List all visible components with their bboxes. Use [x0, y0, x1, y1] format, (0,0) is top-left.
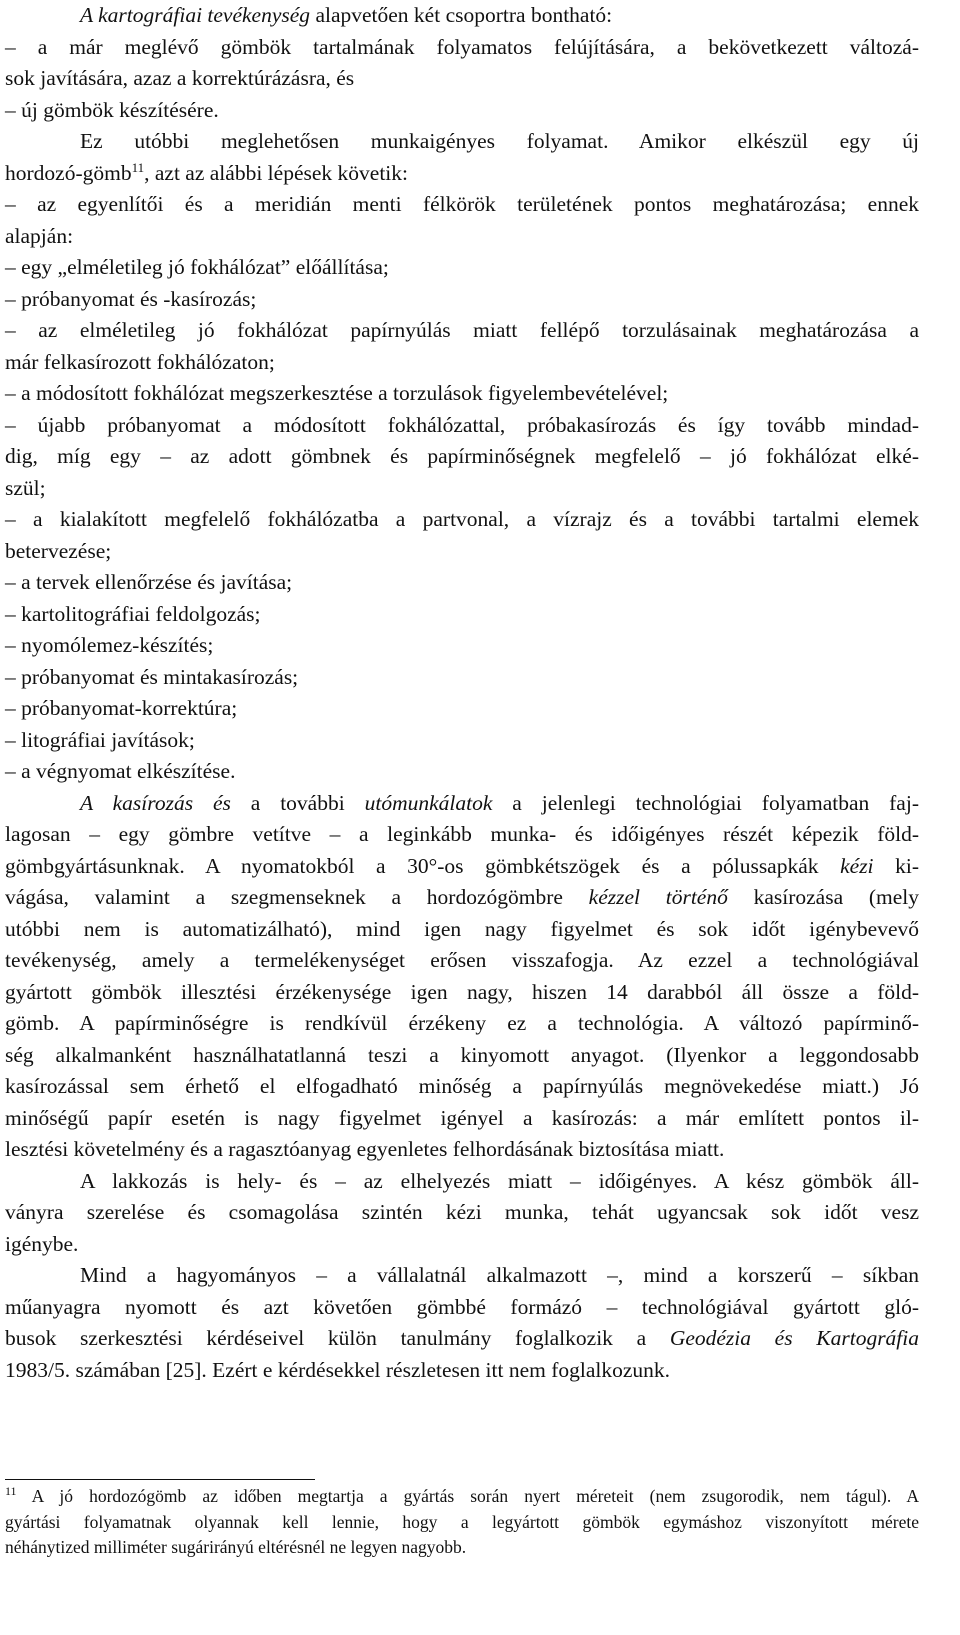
list-item: – kartolitográfiai feldolgozás; — [5, 601, 261, 626]
paragraph-line: Mind a hagyományos – a vállalatnál alkalmazott –, mind a korszerű – síkban — [80, 1263, 919, 1287]
list-item: – nyomólemez-készítés; — [5, 633, 214, 657]
italic-term: kézi — [840, 853, 874, 878]
footnote-separator — [5, 1479, 315, 1480]
footnote — [5, 1484, 919, 1561]
paragraph-line: igénybe. — [5, 1231, 79, 1256]
italic-term: utómunkálatok — [364, 790, 493, 815]
list-item-continuation: betervezése; — [5, 538, 112, 563]
paragraph-line: lesztési követelmény és a ragasztóanyag egyenletes felhordásának biztosítása miatt. — [5, 1137, 725, 1161]
footnote-reference: 11 — [131, 159, 145, 175]
list-item: – próbanyomat és -kasírozás; — [5, 286, 257, 311]
italic-term: A kasírozás és — [80, 790, 231, 815]
paragraph-line: A kartográfiai tevékenység alapvetően két csoportra bontható: — [80, 3, 613, 27]
list-item: – az egyenlítői és a meridián menti félkörök területének pontos meghatározása; ennek — [5, 192, 919, 216]
list-item: – újabb próbanyomat a módosított fokhálózattal, próbakasírozás és így tovább mindad- — [5, 412, 919, 437]
footnote-line: néhánytized milliméter sugárirányú eltérésnél ne legyen nagyobb. — [5, 1537, 467, 1557]
journal-title: Geodézia és Kartográfia — [669, 1326, 920, 1350]
list-item: – a végnyomat elkészítése. — [5, 759, 236, 783]
paragraph-line: vágása, valamint a szegmenseknek a hordozógömbre kézzel történő kasírozása (mely — [5, 885, 920, 909]
footnote-line: gyártási folyamatnak olyannak kell lennie, hogy a legyártott gömbök egymáshoz viszonyított mérete — [5, 1511, 919, 1532]
list-item: – próbanyomat és mintakasírozás; — [5, 664, 299, 689]
paragraph-line: műanyagra nyomott és azt követően gömbbé formázó – technológiával gyártott gló- — [5, 1294, 919, 1319]
list-item: – litográfiai javítások; — [5, 727, 195, 752]
list-item-continuation: dig, míg egy – az adott gömbnek és papírminőségnek megfelelő – jó fokhálózat elké- — [5, 444, 919, 468]
list-item: – próbanyomat-korrektúra; — [5, 696, 238, 720]
paragraph-line: utóbbi nem is automatizálható), mind igen nagy figyelmet és sok időt igénybevevő — [5, 916, 919, 941]
paragraph-line: gömb. A papírminőségre is rendkívül érzékeny ez a technológia. A változó papírminő- — [5, 1011, 919, 1035]
paragraph-line: lagosan – egy gömbre vetítve – a leginkább munka- és időigényes részét képezik föld- — [5, 822, 919, 846]
document-body — [5, 0, 919, 1386]
footnote-number: 11 — [5, 1484, 17, 1499]
paragraph-line: ványra szerelése és csomagolása szintén kézi munka, tehát ugyancsak sok időt vesz — [5, 1200, 919, 1224]
list-item: – a kialakított megfelelő fokhálózatba a partvonal, a vízrajz és a további tartalmi elemek — [5, 507, 919, 531]
list-item: – új gömbök készítésére. — [5, 97, 219, 122]
list-item: – a módosított fokhálózat megszerkesztése a torzulások figyelembevételével; — [5, 381, 669, 405]
paragraph-line: A kasírozás és a további utómunkálatok a jelenlegi technológiai folyamatban faj- — [80, 790, 919, 815]
paragraph-line: Ez utóbbi meglehetősen munkaigényes folyamat. Amikor elkészül egy új — [80, 129, 919, 153]
paragraph-line: gyártott gömbök illesztési érzékenysége igen nagy, hiszen 14 darabból áll össze a föld- — [5, 979, 919, 1004]
list-item-continuation: már felkasírozott fokhálózaton; — [5, 349, 275, 374]
paragraph-line: hordozó-gömb$^{11}$, azt az alábbi lépések követik: — [5, 159, 408, 185]
list-item-continuation: alapján: — [5, 223, 74, 248]
paragraph-line: kasírozással sem érhető el elfogadható minőség a papírnyúlás megnövekedése miatt.) Jó — [5, 1074, 919, 1098]
list-item-continuation: sok javítására, azaz a korrektúrázásra, és — [5, 66, 355, 90]
list-item-continuation: szül; — [5, 475, 46, 500]
list-item: – a tervek ellenőrzése és javítása; — [5, 570, 293, 594]
paragraph-line: gömbgyártásunknak. A nyomatokból a 30°-os gömbkétszögek és a pólussapkák kézi ki- — [5, 853, 920, 878]
list-item: – a már meglévő gömbök tartalmának folyamatos felújítására, a bekövetkezett változá- — [5, 34, 919, 59]
paragraph-line: tevékenység, amely a termelékenységet erősen visszafogja. Az ezzel a technológiával — [5, 948, 919, 972]
italic-term: A kartográfiai tevékenység — [80, 3, 311, 27]
paragraph-line: minőségű papír esetén is nagy figyelmet igényel a kasírozás: a már említett pontos il- — [5, 1105, 919, 1130]
list-item: – egy „elméletileg jó fokhálózat” előállítása; — [5, 255, 389, 279]
paragraph-line: A lakkozás is hely- és – az elhelyezés miatt – időigényes. A kész gömbök áll- — [80, 1168, 919, 1193]
paragraph-line: 1983/5. számában [25]. Ezért e kérdésekkel részletesen itt nem foglalkozunk. — [5, 1357, 671, 1382]
paragraph-line: ség alkalmanként használhatatlanná teszi a kinyomott anyagot. (Ilyenkor a leggondosabb — [5, 1042, 919, 1067]
italic-term: kézzel történő — [588, 885, 728, 909]
list-item: – az elméletileg jó fokhálózat papírnyúlás miatt fellépő torzulásainak meghatározása a — [5, 318, 919, 342]
paragraph-line: busok szerkesztési kérdéseivel külön tanulmány foglalkozik a Geodézia és Kartográfia — [5, 1326, 920, 1350]
footnote-line: $^{11}$ A jó hordozógömb az időben megtartja a gyártás során nyert méreteit (nem zsugorodik, nem tágul). A — [5, 1484, 919, 1506]
